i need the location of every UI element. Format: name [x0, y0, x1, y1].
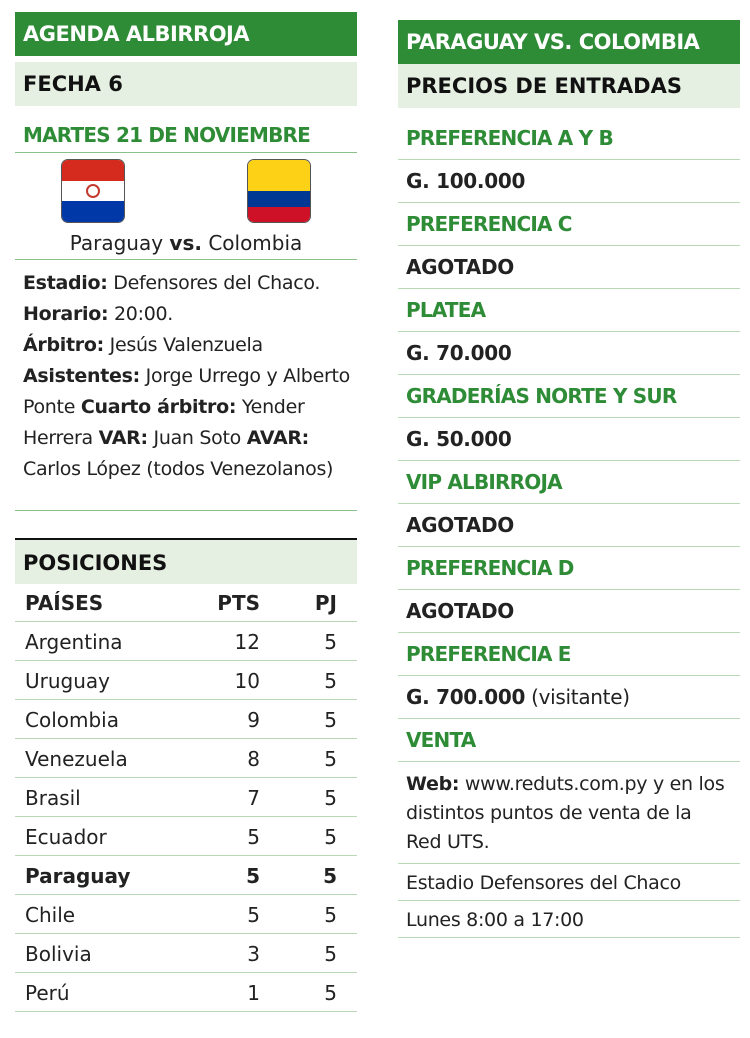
price-amount: G. 70.000 [406, 341, 512, 365]
paraguay-flag-stripe-red [62, 160, 124, 181]
table-row [15, 934, 357, 973]
row-pts: 5 [247, 903, 260, 927]
row-pj: 5 [324, 903, 337, 927]
price-amount: G. 700.000 [406, 685, 526, 709]
price-amount: AGOTADO [406, 255, 514, 279]
price-category: PREFERENCIA A Y B [398, 117, 740, 160]
venta-title: VENTA [398, 719, 740, 762]
detail-text-assistants: Jorge Urrego y Alberto Ponte [23, 365, 350, 418]
agenda-title: AGENDA ALBIRROJA [15, 12, 357, 56]
web-text: www.reduts.com.py y en los distintos puntos de venta de la Red UTS. [406, 773, 725, 853]
detail-label-var: VAR: [98, 427, 148, 449]
row-pts: 12 [234, 630, 260, 654]
detail-label-stadium: Estadio: [23, 272, 108, 294]
agenda-subtitle: FECHA 6 [15, 62, 357, 106]
row-country: Uruguay [25, 669, 110, 693]
price-category: PREFERENCIA E [398, 633, 740, 676]
table-row [15, 700, 357, 739]
price-amount: G. 100.000 [406, 169, 526, 193]
price-category: PREFERENCIA C [398, 203, 740, 246]
price-category: VIP ALBIRROJA [398, 461, 740, 504]
paraguay-flag-stripe-blue [62, 201, 124, 222]
row-country: Brasil [25, 786, 81, 810]
price-category: GRADERÍAS NORTE Y SUR [398, 375, 740, 418]
price-value [398, 504, 740, 547]
table-row [15, 895, 357, 934]
price-value [398, 246, 740, 289]
row-pj: 5 [324, 747, 337, 771]
row-pj: 5 [324, 786, 337, 810]
team-flags [15, 160, 357, 224]
positions-table-header [15, 584, 357, 622]
venta-hours: Lunes 8:00 a 17:00 [398, 901, 740, 938]
price-list [398, 117, 740, 938]
detail-text-fourth: Yender Herrera [23, 396, 305, 449]
detail-text-time: 20:00. [108, 303, 174, 325]
row-pts: 5 [247, 825, 260, 849]
row-pj: 5 [324, 942, 337, 966]
row-pj: 5 [324, 630, 337, 654]
table-row-highlight [15, 856, 357, 895]
row-pj: 5 [323, 864, 337, 888]
table-row [15, 778, 357, 817]
row-pts: 8 [247, 747, 260, 771]
team-away: Colombia [208, 231, 303, 255]
table-row [15, 739, 357, 778]
price-amount: G. 50.000 [406, 427, 512, 451]
row-country: Argentina [25, 630, 123, 654]
table-row [15, 622, 357, 661]
header-country: PAÍSES [25, 591, 104, 615]
detail-text-referee: Jesús Valenzuela [103, 334, 263, 356]
detail-label-fourth: Cuarto árbitro: [80, 396, 237, 418]
table-row [15, 973, 357, 1012]
row-pts: 7 [247, 786, 260, 810]
row-country: Chile [25, 903, 76, 927]
match-details [23, 268, 357, 485]
detail-text-stadium: Defensores del Chaco. [107, 272, 321, 294]
colombia-flag-stripe-blue [248, 191, 310, 207]
row-pts: 10 [234, 669, 260, 693]
vs-label: vs. [169, 231, 202, 255]
venta-place: Estadio Defensores del Chaco [398, 864, 740, 901]
colombia-flag-stripe-red [248, 207, 310, 223]
row-pts: 3 [247, 942, 260, 966]
price-category: PREFERENCIA D [398, 547, 740, 590]
colombia-flag-icon [248, 160, 310, 222]
row-pj: 5 [324, 708, 337, 732]
match-date: MARTES 21 DE NOVIEMBRE [15, 117, 357, 153]
detail-label-assistants: Asistentes: [23, 365, 140, 387]
price-value [398, 332, 740, 375]
row-pj: 5 [324, 981, 337, 1005]
table-row [15, 661, 357, 700]
price-category: PLATEA [398, 289, 740, 332]
row-country: Perú [25, 981, 70, 1005]
paraguay-flag-icon [62, 160, 124, 222]
row-country: Ecuador [25, 825, 107, 849]
price-value [398, 160, 740, 203]
positions-table [15, 584, 357, 1012]
venta-info [398, 762, 740, 864]
row-pts: 1 [247, 981, 260, 1005]
row-country: Bolivia [25, 942, 92, 966]
web-label: Web: [406, 773, 460, 795]
price-value [398, 418, 740, 461]
positions-title: POSICIONES [15, 540, 357, 584]
price-amount: AGOTADO [406, 513, 514, 537]
row-country: Colombia [25, 708, 119, 732]
detail-label-time: Horario: [23, 303, 109, 325]
row-pts: 5 [246, 864, 260, 888]
detail-label-referee: Árbitro: [23, 334, 104, 356]
tickets-title: PARAGUAY VS. COLOMBIA [398, 20, 740, 64]
price-value [398, 676, 740, 719]
row-country: Paraguay [25, 864, 131, 888]
detail-label-avar: AVAR: [246, 427, 309, 449]
row-pj: 5 [324, 825, 337, 849]
table-row [15, 817, 357, 856]
detail-text-avar: Carlos López (todos Venezolanos) [23, 458, 334, 480]
price-note: (visitante) [525, 685, 630, 709]
price-amount: AGOTADO [406, 599, 514, 623]
row-pj: 5 [324, 669, 337, 693]
tickets-subtitle: PRECIOS DE ENTRADAS [398, 64, 740, 108]
row-country: Venezuela [25, 747, 128, 771]
header-pj: PJ [314, 591, 337, 615]
price-value [398, 590, 740, 633]
colombia-flag-stripe-yellow [248, 160, 310, 191]
detail-text-var: Juan Soto [147, 427, 247, 449]
row-pts: 9 [247, 708, 260, 732]
match-teams [15, 228, 357, 260]
positions-header [15, 538, 357, 584]
team-home: Paraguay [69, 231, 164, 255]
header-pts: PTS [217, 591, 260, 615]
details-divider [15, 510, 357, 511]
paraguay-seal-icon [86, 184, 100, 198]
